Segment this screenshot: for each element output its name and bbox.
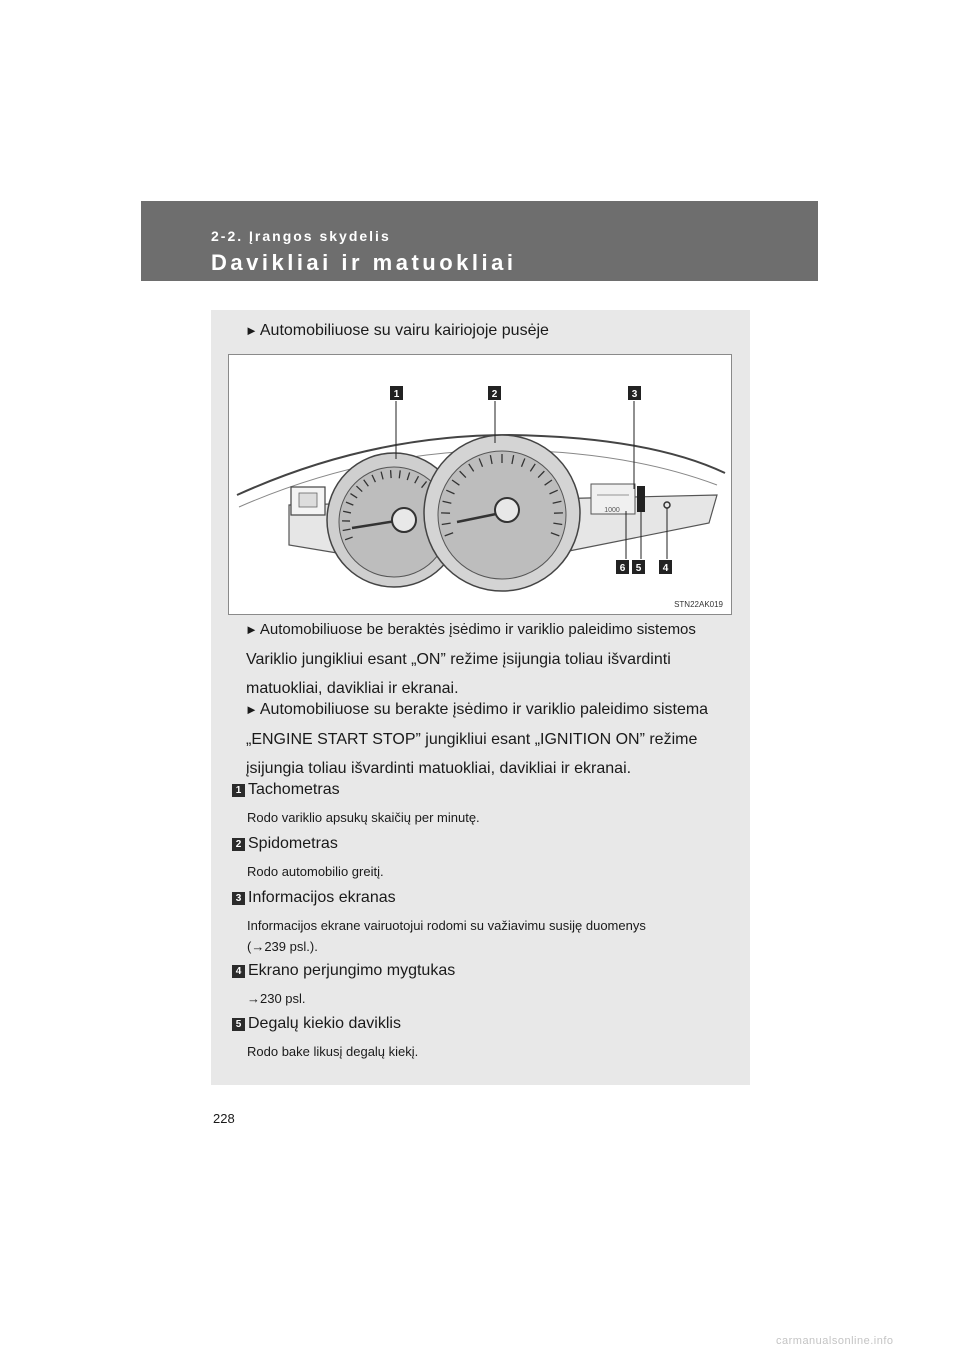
item-fuel-gauge (232, 1015, 401, 1033)
desc-line: Rodo bake likusį degalų kiekį. (247, 1044, 419, 1059)
callout-5: 5 (635, 563, 642, 574)
page-title: Davikliai ir matuokliai (211, 250, 517, 275)
item-description (247, 807, 729, 828)
display-odometer-text: 1000 (604, 507, 620, 514)
item-description (247, 988, 729, 1009)
item-title: Tachometras (248, 781, 340, 798)
item-number-badge: 4 (232, 965, 245, 978)
figure-code: STN22AK019 (674, 600, 723, 609)
item-title: Spidometras (248, 835, 338, 852)
desc-line: →230 psl. (247, 991, 306, 1006)
bullet-keyless-no (245, 621, 696, 638)
bullet-keyless-yes (245, 701, 708, 719)
instrument-cluster-figure (228, 354, 732, 615)
bullet-text (246, 725, 728, 783)
instrument-cluster-illustration (229, 355, 731, 614)
item-number-badge: 5 (232, 1018, 245, 1031)
item-info-display (232, 889, 396, 907)
text-line: įsijungia toliau išvardinti matuokliai, davikliai ir ekranai. (246, 760, 632, 777)
bullet-label: Automobiliuose be beraktės įsėdimo ir variklio paleidimo sistemos (259, 621, 696, 638)
desc-line: Informacijos ekrane vairuotojui rodomi su važiavimu susiję duomenys (247, 918, 646, 933)
item-speedometer (232, 835, 338, 853)
intro-bullet (245, 322, 549, 340)
callout-2: 2 (491, 389, 498, 400)
text-line: Variklio jungikliui esant „ON” režime įsijungia toliau išvardinti (246, 651, 671, 668)
item-number-badge: 3 (232, 892, 245, 905)
callout-4: 4 (662, 563, 669, 574)
callout-6: 6 (619, 563, 626, 574)
section-header (141, 201, 818, 281)
item-number-badge: 1 (232, 784, 245, 797)
item-display-switch (232, 962, 455, 980)
page-number: 228 (213, 1111, 235, 1126)
item-title: Ekrano perjungimo mygtukas (248, 962, 456, 979)
triangle-right-icon: ► (245, 323, 258, 338)
section-label: 2-2. Įrangos skydelis (211, 228, 391, 244)
item-number-badge: 2 (232, 838, 245, 851)
item-description (247, 861, 729, 882)
item-tachometer (232, 781, 340, 799)
triangle-right-icon: ► (245, 622, 258, 637)
item-title: Degalų kiekio daviklis (248, 1015, 401, 1032)
item-description (247, 1041, 729, 1062)
gauge-tick (391, 470, 392, 478)
watermark: carmanualsonline.info (776, 1335, 894, 1347)
intro-bullet-label: Automobiliuose su vairu kairiojoje pusėje (259, 322, 549, 339)
callout-1: 1 (393, 389, 400, 400)
bullet-text (246, 645, 728, 703)
triangle-right-icon: ► (245, 702, 258, 717)
text-line: „ENGINE START STOP” jungikliui esant „IGNITION ON” režime (246, 731, 698, 748)
text-line: matuokliai, davikliai ir ekranai. (246, 680, 459, 697)
bullet-label: Automobiliuose su berakte įsėdimo ir variklio paleidimo sistema (259, 701, 709, 718)
callout-3: 3 (631, 389, 638, 400)
item-description (247, 915, 729, 957)
item-title: Informacijos ekranas (248, 889, 396, 906)
desc-line: Rodo automobilio greitį. (247, 864, 384, 879)
desc-line: Rodo variklio apsukų skaičių per minutę. (247, 810, 480, 825)
desc-line: (→239 psl.). (247, 939, 318, 954)
